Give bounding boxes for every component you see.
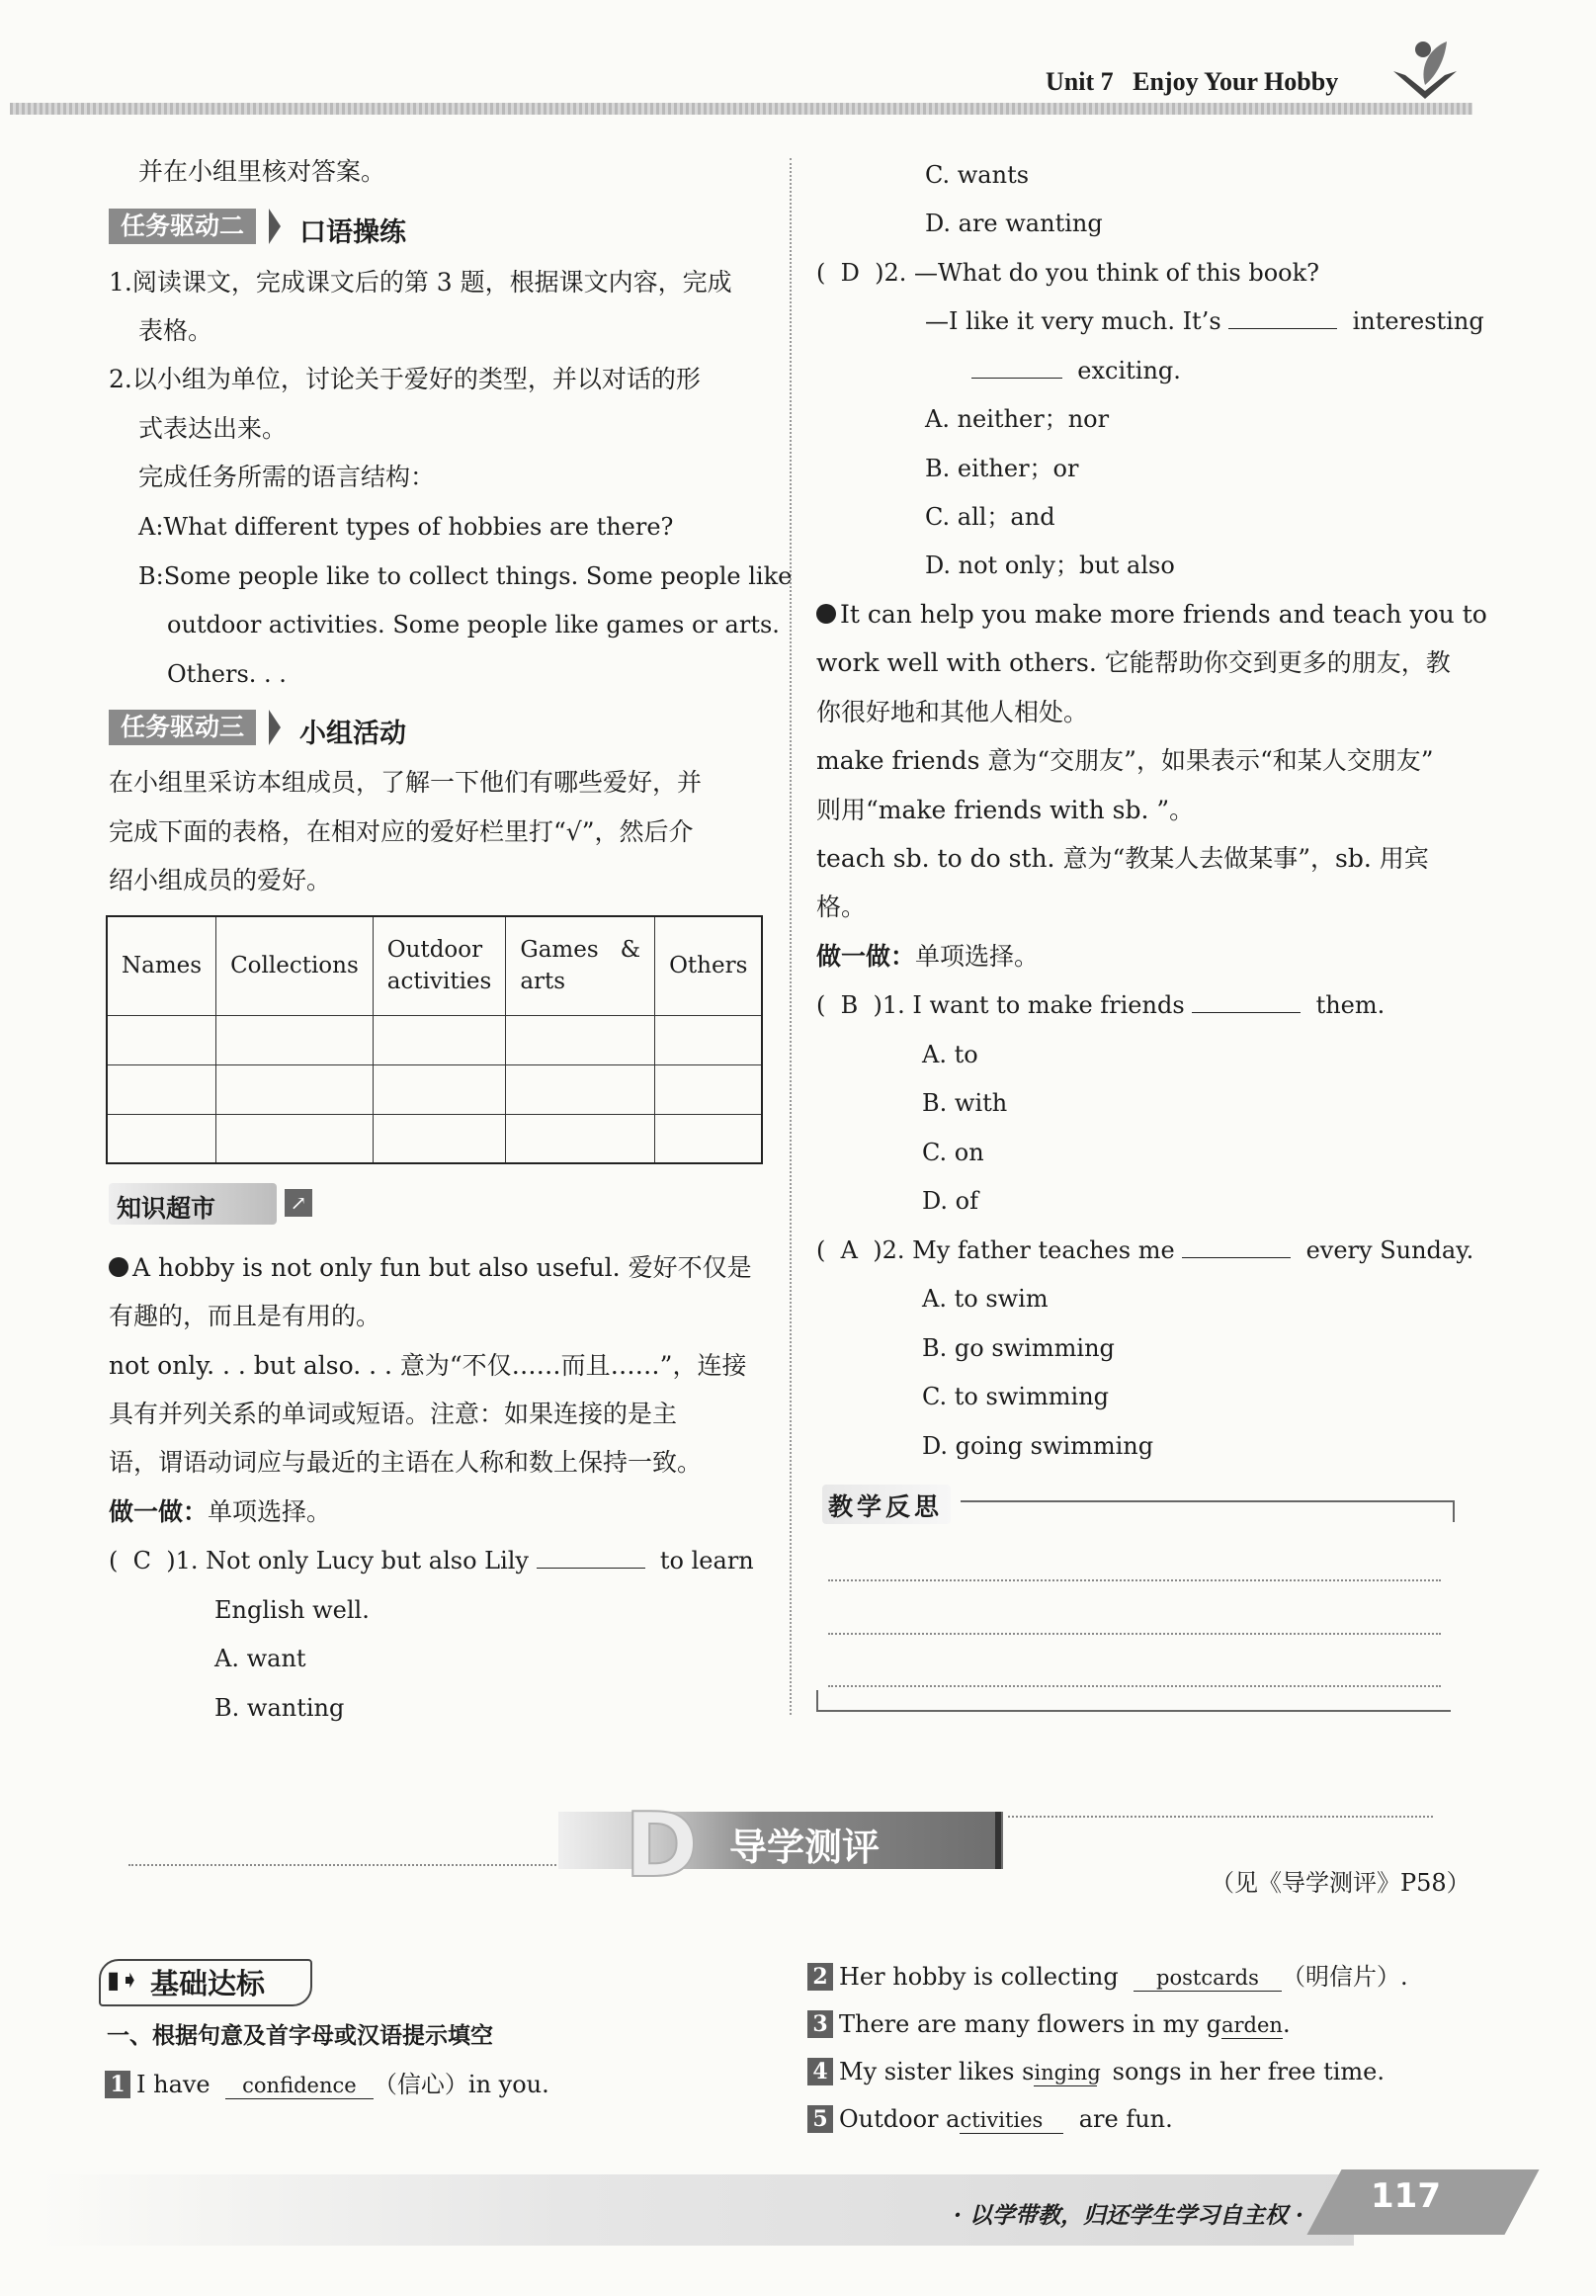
filled-answer: ctivities (960, 2107, 1063, 2134)
answer-blank (1192, 1012, 1301, 1013)
text-line: 做一做：单项选择。 (816, 942, 1040, 971)
reflection-corner (1453, 1500, 1455, 1522)
section-divider (128, 1864, 563, 1866)
page-number: 117 (1371, 2176, 1441, 2216)
pencil-icon: ▮➧ (107, 1966, 140, 1994)
reflection-bottom-line (816, 1690, 1451, 1712)
text-line: 完成下面的表格，在相对应的爱好栏里打“√”，然后介 (109, 817, 694, 846)
option: D. going swimming (922, 1432, 1154, 1460)
reflection-title: 教学反思 (828, 1492, 944, 1521)
filled-answer: inging (1034, 2061, 1101, 2084)
task-tag: 任务驱动三 (109, 710, 256, 745)
text-line: 在小组里采访本组成员，了解一下他们有哪些爱好，并 (109, 768, 703, 797)
text-line: 1.阅读课文，完成课文后的第 3 题，根据课文内容，完成 (109, 268, 732, 297)
hobby-table (106, 915, 763, 1164)
answer-mark: B (840, 991, 859, 1019)
question-line: ( D )2. —What do you think of this book? (816, 259, 1320, 287)
answer-blank (1182, 1257, 1291, 1258)
fill-item: 3 There are many flowers in my garden. (807, 2009, 1291, 2039)
text-line: 完成任务所需的语言结构： (138, 463, 436, 491)
answer-mark: A (840, 1236, 858, 1264)
text-line: A hobby is not only fun but also useful. 爱好不仅是 (109, 1253, 752, 1283)
option: C. to swimming (922, 1383, 1110, 1410)
text-line: exciting. (971, 356, 1181, 385)
text-line: Others. . . (167, 660, 287, 688)
text-line: make friends 意为“交朋友”，如果表示“和某人交朋友” (816, 746, 1434, 775)
header-title (1046, 67, 1338, 97)
text-line: It can help you make more friends and teach you to (816, 600, 1487, 630)
arrow-icon: ↗ (285, 1189, 312, 1217)
header-others: Others (655, 916, 763, 1015)
text-line: 做一做：单项选择。 (109, 1497, 332, 1526)
text-line: 表格。 (138, 316, 213, 345)
answer-mark: C (132, 1547, 151, 1574)
text-line: —I like it very much. It’s interesting (925, 307, 1484, 335)
answer-blank (537, 1568, 645, 1569)
text-line: outdoor activities. Some people like games or arts. (167, 611, 780, 638)
text-line: 绍小组成员的爱好。 (109, 866, 332, 894)
option: B. either；or (925, 455, 1079, 482)
answer-mark: D (840, 259, 860, 287)
fill-item: 4 My sister likes singing songs in her free time. (807, 2057, 1385, 2086)
text-line: 2.以小组为单位，讨论关于爱好的类型，并以对话的形 (109, 365, 701, 393)
writing-line (828, 1633, 1441, 1635)
option: A. neither；nor (925, 405, 1110, 433)
text-line: not only. . . but also. . . 意为“不仅……而且……”，连接 (109, 1351, 747, 1380)
writing-line (828, 1579, 1441, 1581)
text-line: A:What different types of hobbies are there? (138, 513, 674, 541)
reference-note: （见《导学测评》P58） (1211, 1869, 1470, 1897)
bullet-icon (109, 1257, 128, 1277)
column-divider (790, 158, 792, 1715)
task-tag: 任务驱动二 (109, 209, 256, 244)
instruction: 一、根据句意及首字母或汉语提示填空 (107, 2023, 493, 2049)
text-line: 具有并列关系的单词或短语。注意：如果连接的是主 (109, 1400, 678, 1428)
option: A. to (922, 1041, 978, 1068)
fill-item: 5 Outdoor activities are fun. (807, 2104, 1173, 2134)
header-games-arts: Games & arts (506, 916, 655, 1015)
task-title: 小组活动 (299, 719, 406, 749)
task-title: 口语操练 (299, 217, 406, 248)
text-line: 有趣的，而且是有用的。 (109, 1302, 381, 1330)
option: A. want (214, 1645, 306, 1672)
text-line: teach sb. to do sth. 意为“教某人去做某事”，sb. 用宾 (816, 844, 1429, 873)
header-names: Names (107, 916, 216, 1015)
table-row (107, 1064, 762, 1114)
table-header-row (107, 916, 762, 1015)
option: C. on (922, 1139, 984, 1166)
tag-arrow-icon (269, 209, 281, 244)
knowledge-tag: 知识超市 (117, 1194, 216, 1223)
option: C. wants (925, 161, 1030, 189)
option: B. wanting (214, 1694, 345, 1722)
footer-slogan: · 以学带教，归还学生学习自主权 · (954, 2202, 1304, 2229)
question-line: ( B )1. I want to make friends them. (816, 991, 1386, 1019)
header-collections: Collections (216, 916, 374, 1015)
fill-item: 1 I have confidence （信心）in you. (105, 2070, 549, 2099)
basic-title: 基础达标 (150, 1967, 266, 2000)
answer-blank (1228, 328, 1337, 329)
option: D. not only；but also (925, 552, 1175, 579)
text-line: 则用“make friends with sb. ”。 (816, 796, 1195, 824)
filled-answer: confidence (225, 2073, 374, 2099)
text-line: English well. (214, 1596, 370, 1624)
text-line: 式表达出来。 (138, 414, 288, 443)
option: B. go swimming (922, 1334, 1115, 1362)
filled-answer: postcards (1134, 1965, 1282, 1992)
text-line: 语，谓语动词应与最近的主语在人称和数上保持一致。 (109, 1448, 703, 1477)
tag-arrow-icon (269, 710, 281, 745)
option: A. to swim (922, 1285, 1049, 1313)
writing-line (828, 1685, 1441, 1687)
text-line: 你很好地和其他人相处。 (816, 698, 1089, 726)
option: C. all；and (925, 503, 1055, 531)
book-leaf-icon (1386, 30, 1465, 109)
header-band (10, 103, 1472, 115)
reflection-top-line (961, 1500, 1455, 1502)
fill-item: 2 Her hobby is collecting postcards （明信片）. (807, 1962, 1408, 1992)
banner-end-bar (995, 1812, 1001, 1869)
text-line: 格。 (816, 893, 867, 921)
question-line: ( A )2. My father teaches me every Sunday. (816, 1236, 1474, 1264)
option: B. with (922, 1089, 1008, 1117)
option: D. are wanting (925, 210, 1103, 237)
option: D. of (922, 1187, 978, 1215)
table-row (107, 1114, 762, 1163)
filled-answer: arden (1221, 2013, 1283, 2037)
unit-title: Enjoy Your Hobby (1133, 67, 1339, 96)
section-letter: D (625, 1794, 699, 1898)
header-outdoor: Outdoor activities (373, 916, 506, 1015)
unit-label: Unit 7 (1046, 67, 1114, 96)
section-title: 导学测评 (729, 1826, 881, 1869)
answer-blank (971, 378, 1062, 379)
section-divider (1008, 1816, 1433, 1818)
table-row (107, 1015, 762, 1064)
text-line: 并在小组里核对答案。 (138, 157, 386, 186)
text-line: work well with others. 它能帮助你交到更多的朋友，教 (816, 648, 1451, 677)
text-line: B:Some people like to collect things. Some people like (138, 562, 793, 590)
bullet-icon (816, 604, 836, 624)
question-line: ( C )1. Not only Lucy but also Lily to learn (109, 1547, 754, 1574)
